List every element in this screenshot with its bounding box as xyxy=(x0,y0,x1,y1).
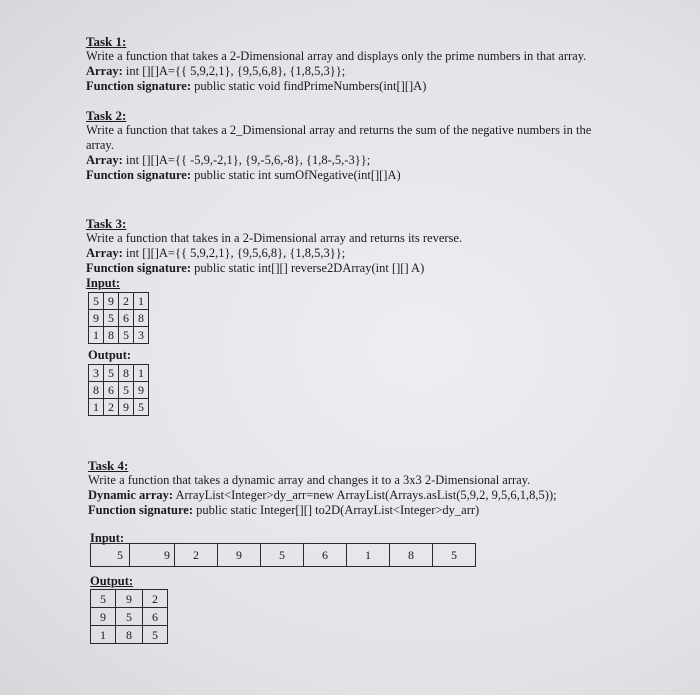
grid-cell: 5 xyxy=(91,590,116,608)
task-1-title: Task 1: xyxy=(86,34,127,49)
grid-cell: 2 xyxy=(143,590,168,608)
grid-cell: 2 xyxy=(104,399,119,416)
grid-cell: 6 xyxy=(104,382,119,399)
grid-cell: 5 xyxy=(433,544,476,567)
task-3-output-grid xyxy=(88,364,149,416)
task-1 xyxy=(86,34,586,94)
grid-cell: 9 xyxy=(104,293,119,310)
grid-cell: 9 xyxy=(134,382,149,399)
grid-cell: 8 xyxy=(390,544,433,567)
grid-cell: 3 xyxy=(89,365,104,382)
grid-cell: 6 xyxy=(119,310,134,327)
task-3-description: Write a function that takes in a 2-Dimensional array and returns its reverse. xyxy=(86,231,463,245)
grid-cell: 1 xyxy=(134,293,149,310)
grid-cell: 9 xyxy=(89,310,104,327)
grid-cell: 5 xyxy=(89,293,104,310)
task-3-array: Array: int [][]A={{ 5,9,2,1}, {9,5,6,8}, {1,8,5,3}}; xyxy=(86,246,346,260)
task-2-description-cont: array. xyxy=(86,138,114,152)
grid-cell: 5 xyxy=(134,399,149,416)
grid-cell: 8 xyxy=(134,310,149,327)
grid-cell: 6 xyxy=(143,608,168,626)
task-3-output-label: Output: xyxy=(88,348,132,362)
grid-cell: 2 xyxy=(119,293,134,310)
grid-cell: 1 xyxy=(347,544,390,567)
task-2-signature: Function signature: public static int sumOfNegative(int[][]A) xyxy=(86,168,401,182)
grid-cell: 1 xyxy=(89,399,104,416)
task-2-array: Array: int [][]A={{ -5,9,-2,1}, {9,-5,6,-8}, {1,8-,5,-3}}; xyxy=(86,153,371,167)
grid-cell: 6 xyxy=(304,544,347,567)
task-1-array: Array: int [][]A={{ 5,9,2,1}, {9,5,6,8}, {1,8,5,3}}; xyxy=(86,64,346,78)
grid-cell: 9 xyxy=(116,590,143,608)
task-2-description: Write a function that takes a 2_Dimensional array and returns the sum of the negative numbers in the xyxy=(86,123,592,137)
grid-cell: 8 xyxy=(104,327,119,344)
task-4-signature: Function signature: public static Integer[][] to2D(ArrayList<Integer>dy_arr) xyxy=(88,503,480,517)
task-4-title: Task 4: xyxy=(88,458,129,473)
grid-cell: 9 xyxy=(91,608,116,626)
task-4 xyxy=(88,458,557,518)
grid-cell: 5 xyxy=(91,544,130,567)
grid-cell: 5 xyxy=(104,365,119,382)
task-1-signature: Function signature: public static void findPrimeNumbers(int[][]A) xyxy=(86,79,427,93)
grid-cell: 5 xyxy=(119,327,134,344)
task-1-description: Write a function that takes a 2-Dimensional array and displays only the prime numbers in that array. xyxy=(86,49,587,63)
task-4-dynamic-array: Dynamic array: ArrayList<Integer>dy_arr=new ArrayList(Arrays.asList(5,9,2, 9,5,6,1,8,5)); xyxy=(88,488,557,502)
grid-cell: 5 xyxy=(104,310,119,327)
grid-cell: 1 xyxy=(91,626,116,644)
grid-cell: 9 xyxy=(130,544,175,567)
task-2 xyxy=(86,108,591,183)
grid-cell: 9 xyxy=(218,544,261,567)
task-3-input-grid xyxy=(88,292,149,344)
task-3-signature: Function signature: public static int[][] reverse2DArray(int [][] A) xyxy=(86,261,425,275)
grid-cell: 5 xyxy=(119,382,134,399)
grid-cell: 5 xyxy=(261,544,304,567)
task-4-description: Write a function that takes a dynamic array and changes it to a 3x3 2-Dimensional array. xyxy=(88,473,531,487)
grid-cell: 2 xyxy=(175,544,218,567)
task-4-output-grid xyxy=(90,589,168,644)
task-2-title: Task 2: xyxy=(86,108,127,123)
grid-cell: 8 xyxy=(119,365,134,382)
grid-cell: 8 xyxy=(89,382,104,399)
task-4-input-row xyxy=(90,543,476,567)
grid-cell: 1 xyxy=(89,327,104,344)
grid-cell: 3 xyxy=(134,327,149,344)
grid-cell: 5 xyxy=(116,608,143,626)
task-3 xyxy=(86,216,462,291)
grid-cell: 9 xyxy=(119,399,134,416)
task-4-input-label: Input: xyxy=(90,531,125,545)
task-3-input-label: Input: xyxy=(86,276,121,290)
grid-cell: 1 xyxy=(134,365,149,382)
grid-cell: 5 xyxy=(143,626,168,644)
grid-cell: 8 xyxy=(116,626,143,644)
task-4-output-label: Output: xyxy=(90,574,134,588)
task-3-title: Task 3: xyxy=(86,216,127,231)
